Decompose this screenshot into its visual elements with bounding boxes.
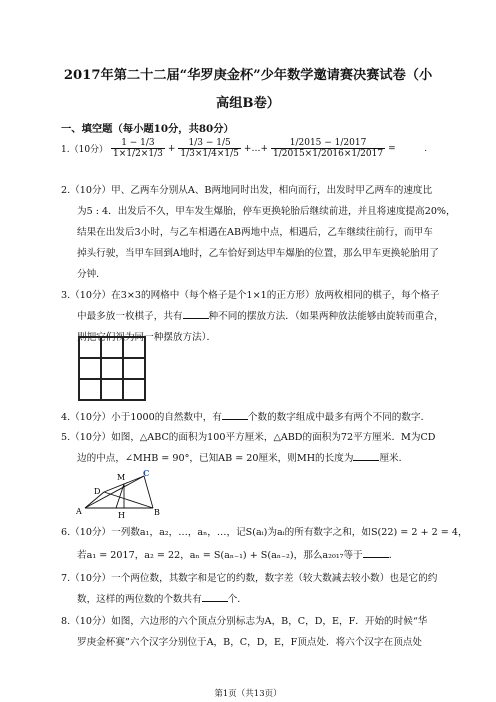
- q3-line-3: 则把它们视为同一种摆放方法）．: [77, 332, 217, 343]
- q2-line-4: 掉头行驶，当甲车回到A地时，乙车恰好到达甲车爆胎的位置，那么甲车更换轮胎用了: [77, 248, 439, 259]
- label-D: D: [94, 487, 101, 496]
- q1-term3: $\frac{1/2015 - 1/2017}{1/2015\times 1/2016\times 1/2017}$: [273, 138, 384, 159]
- answer-blank: [183, 308, 209, 319]
- label-B: B: [154, 508, 160, 517]
- q1-answer-blank: = .: [388, 143, 428, 154]
- section-heading: 一、填空题（每小题10分，共80分）: [61, 123, 234, 135]
- question-1: 1.（10分） $\frac{1 - 1/3}{1\times 1/2\times 1/3}$ + $\frac{1/3 - 1/5}{1/3\times 1/4\times 1/5}$ +…+ $\frac{1/2015 - 1/2017}{1/2015\times 1/2016\times 1/2017}$ = .: [61, 138, 428, 159]
- q2-line-1: 2.（10分）甲、乙两车分别从A、B两地同时出发，相向而行，出发时甲乙两车的速度比: [61, 185, 433, 196]
- q1-term2: $\frac{1/3 - 1/5}{1/3\times 1/4\times 1/5}$: [180, 138, 239, 159]
- q6-line-2: 若a₁ = 2017，a₂ = 22，aₙ = S(aₙ₋₁) + S(aₙ₋₂)，那么a₂₀₁₇等于 ．: [77, 545, 398, 566]
- q5-line-2: 边的中点，∠MHB = 90°，已知AB = 20厘米，则MH的长度为 厘米．: [77, 448, 408, 469]
- grid-3x3-figure: [78, 336, 146, 401]
- q2-line-2: 为5 : 4．出发后不久，甲车发生爆胎，停车更换轮胎后继续前进，并且将速度提高20%，: [77, 206, 456, 217]
- answer-blank: [353, 450, 379, 461]
- page-title: 2017年第二十二届“华罗庚金杯”少年数学邀请赛决赛试卷（小 高组B卷）: [63, 68, 433, 111]
- q5-line-1: 5.（10分）如图，△ABC的面积为100平方厘米，△ABD的面积为72平方厘米．M为CD: [61, 432, 436, 443]
- label-H: H: [118, 511, 125, 520]
- answer-blank: [363, 547, 389, 558]
- q7-line-1: 7.（10分）一个两位数，其数字和是它的约数，数字差（较大数减去较小数）也是它的约: [61, 573, 438, 584]
- page-footer: 第1页（共13页）: [214, 689, 282, 699]
- q6-line-1: 6.（10分）一列数a₁，a₂，…，aₙ，…，记S(aᵢ)为aᵢ的所有数字之和，如S(22) = 2 + 2 = 4，: [61, 527, 468, 538]
- q1-label: 1.（10分）: [61, 145, 109, 155]
- q2-line-5: 分钟．: [77, 269, 106, 280]
- label-M: M: [117, 473, 126, 482]
- label-C: C: [143, 470, 150, 478]
- triangle-figure: [76, 470, 172, 522]
- q8-line-2: 罗庚金杯赛”六个汉字分别位于A，B，C，D，E，F顶点处．将六个汉字在顶点处: [77, 637, 422, 648]
- q7-line-2: 数，这样的两位数的个数共有 个．: [77, 589, 247, 610]
- answer-blank: [222, 409, 248, 420]
- q3-line-1: 3.（10分）在3×3的网格中（每个格子是个1×1的正方形）放两枚相同的棋子，每个格子: [61, 290, 440, 301]
- answer-blank: [202, 591, 228, 602]
- q3-line-2: 中最多放一枚棋子，共有 种不同的摆放方法．（如果两种放法能够由旋转而重合，: [77, 306, 444, 327]
- q4-line: 4.（10分）小于1000的自然数中，有 个数的数字组成中最多有两个不同的数字．: [61, 407, 430, 428]
- q8-line-1: 8.（10分）如图，六边形的六个顶点分别标志为A，B，C，D，E，F．开始的时候“华: [61, 616, 428, 627]
- label-A: A: [76, 507, 82, 516]
- q1-term1: $\frac{1 - 1/3}{1\times 1/2\times 1/3}$: [113, 138, 163, 159]
- q2-line-3: 结果在出发后3小时，与乙车相遇在AB两地中点，相遇后，乙车继续往前行，而甲车: [77, 227, 433, 238]
